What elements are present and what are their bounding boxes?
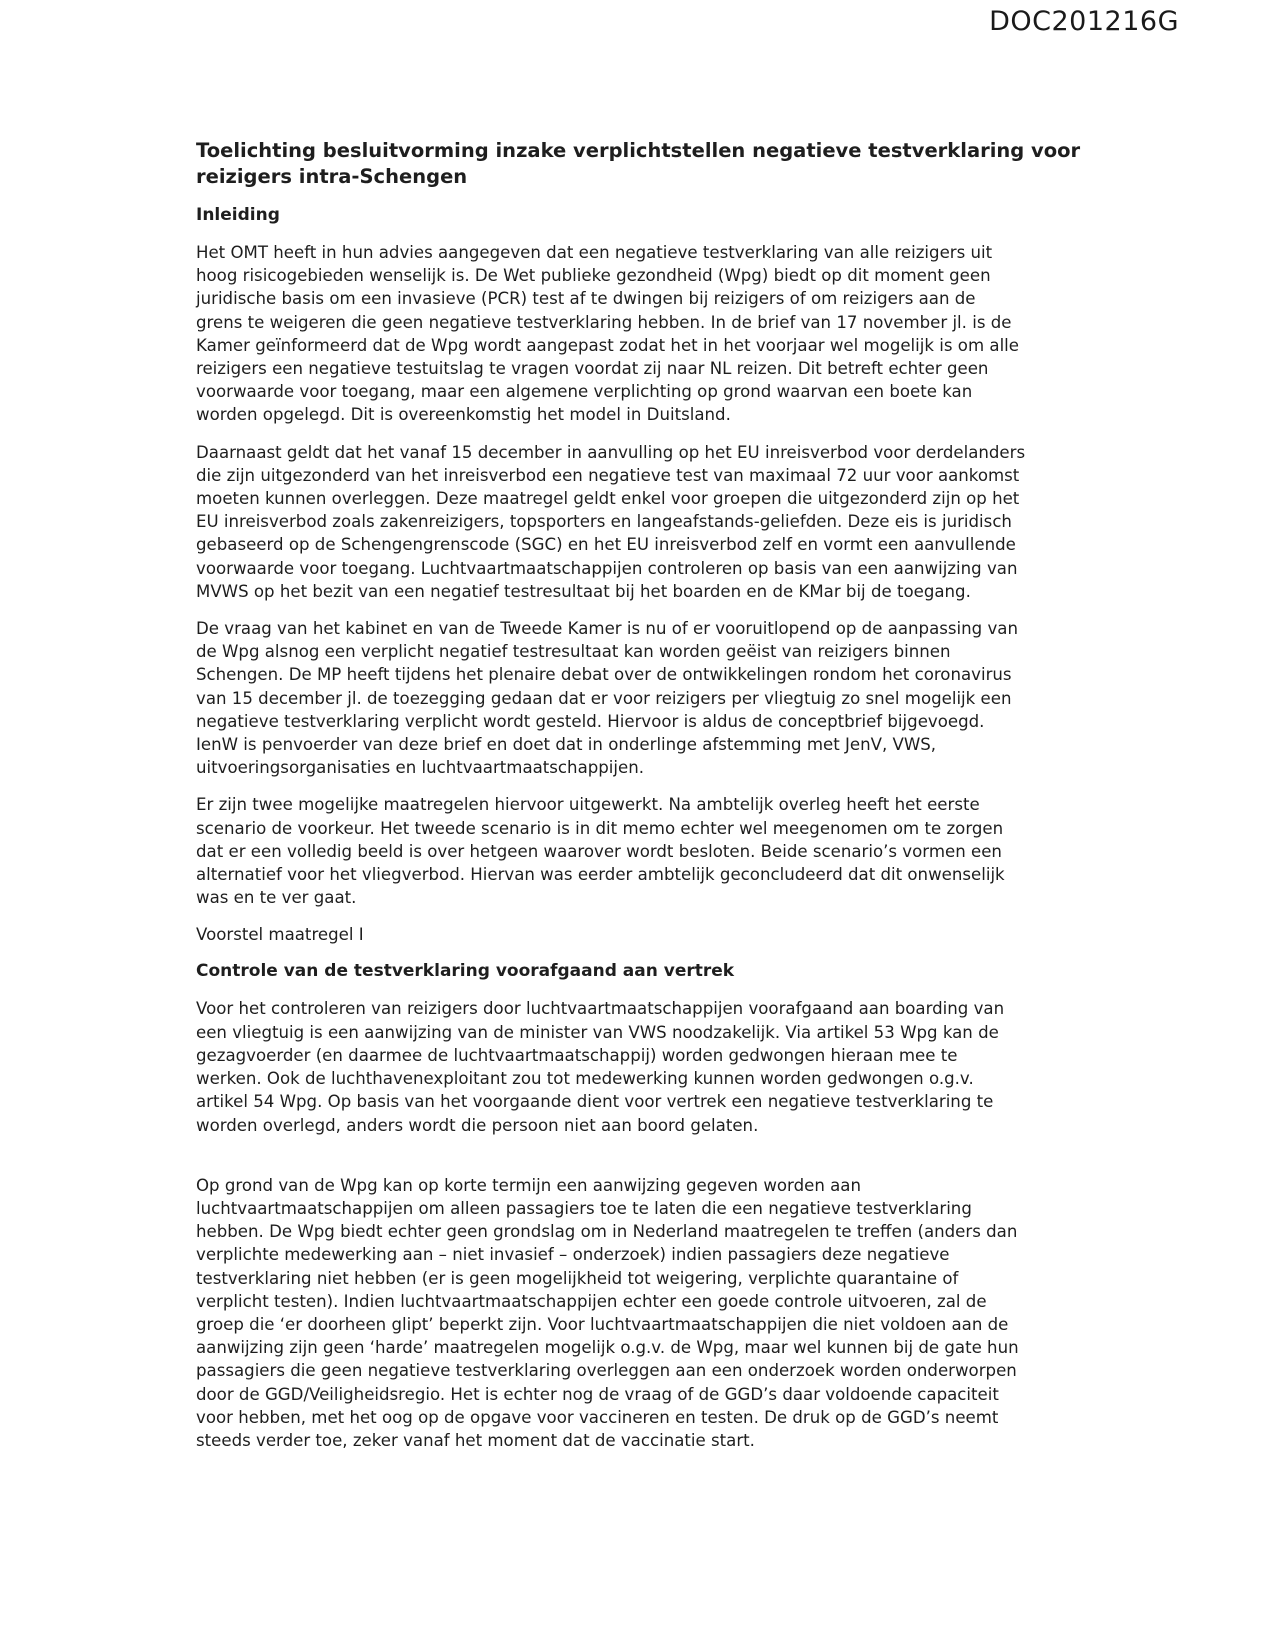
paragraph-4: Er zijn twee mogelijke maatregelen hiervoor uitgewerkt. Na ambtelijk overleg heeft het eerste scenario de voorkeur. Het tweede scenario is in dit memo echter wel meegenomen om te zorgen dat er een volledig beeld is over hetgeen waarover wordt besloten. Beide scenario’s vormen een alternatief voor het vliegverbod. Hiervan was eerder ambtelijk geconcludeerd dat dit onwenselijk was en te ver gaat. [196, 795, 1005, 908]
document-id: DOC201216G [989, 6, 1179, 37]
paragraph-2: Daarnaast geldt dat het vanaf 15 december in aanvulling op het EU inreisverbod voor derdelanders die zijn uitgezonderd van het inreisverbod een negatieve test van maximaal 72 uur voor aankomst moeten kunnen overleggen. Deze maatregel geldt enkel voor groepen die uitgezonderd zijn op het EU inreisverbod zoals zakenreizigers, topsporters en langeafstands-geliefden. Deze eis is juridisch gebaseerd op de Schengengrenscode (SGC) en het EU inreisverbod zelf en vormt een aanvullende voorwaarde voor toegang. Luchtvaartmaatschappijen controleren op basis van een aanwijzing van MVWS op het bezit van een negatief testresultaat bij het boarden en de KMar bij de toegang. [196, 442, 1026, 601]
proposal-label: Voorstel maatregel I [196, 925, 364, 945]
control-heading: Controle van de testverklaring voorafgaand aan vertrek [196, 961, 735, 982]
paragraph-6: Op grond van de Wpg kan op korte termijn een aanwijzing gegeven worden aan luchtvaartmaatschappijen om alleen passagiers toe te laten die een negatieve testverklaring hebben. De Wpg biedt echter geen grondslag om in Nederland maatregelen te treffen (anders dan verplichte medewerking aan – niet invasief – onderzoek) indien passagiers deze negatieve testverklaring niet hebben (er is geen mogelijkheid tot weigering, verplichte quarantaine of verplicht testen). Indien luchtvaartmaatschappijen echter een goede controle uitvoeren, zal de groep die ‘er doorheen glipt’ beperkt zijn. Voor luchtvaartmaatschappijen die niet voldoen aan de aanwijzing zijn geen ‘harde’ maatregelen mogelijk o.g.v. de Wpg, maar wel kunnen bij de gate hun passagiers die geen negatieve testverklaring overleggen aan een onderzoek worden onderworpen door de GGD/Veiligheidsregio. Het is echter nog de vraag of de GGD’s daar voldoende capaciteit voor hebben, met het oog op de opgave voor vaccineren en testen. De druk op de GGD’s neemt steeds verder toe, zeker vanaf het moment dat de vaccinatie start. [196, 1175, 1019, 1450]
intro-heading: Inleiding [196, 205, 280, 225]
paragraph-5: Voor het controleren van reizigers door luchtvaartmaatschappijen voorafgaand aan boarding van een vliegtuig is een aanwijzing van de minister van VWS noodzakelijk. Via artikel 53 Wpg kan de gezagvoerder (en daarmee de luchtvaartmaatschappij) worden gedwongen hieraan mee te werken. Ook de luchthavenexploitant zou tot medewerking kunnen worden gedwongen o.g.v. artikel 54 Wpg. Op basis van het voorgaande dient voor vertrek een negatieve testverklaring te worden overlegd, anders wordt die persoon niet aan boord gelaten. [196, 999, 1005, 1135]
paragraph-1: Het OMT heeft in hun advies aangegeven dat een negatieve testverklaring van alle reizigers uit hoog risicogebieden wenselijk is. De Wet publieke gezondheid (Wpg) biedt op dit moment geen juridische basis om een invasieve (PCR) test af te dwingen bij reizigers of om reizigers aan de grens te weigeren die geen negatieve testverklaring hebben. In de brief van 17 november jl. is de Kamer geïnformeerd dat de Wpg wordt aangepast zodat het in het voorjaar wel mogelijk is om alle reizigers een negatieve testuitslag te vragen voordat zij naar NL reizen. Dit betreft echter geen voorwaarde voor toegang, maar een algemene verplichting op grond waarvan een boete kan worden opgelegd. Dit is overeenkomstig het model in Duitsland. [196, 243, 1019, 425]
document-body [196, 138, 1096, 1466]
paragraph-3: De vraag van het kabinet en van de Tweede Kamer is nu of er vooruitlopend op de aanpassing van de Wpg alsnog een verplicht negatief testresultaat kan worden geëist van reizigers binnen Schengen. De MP heeft tijdens het plenaire debat over de ontwikkelingen rondom het coronavirus van 15 december jl. de toezegging gedaan dat er voor reizigers per vliegtuig zo snel mogelijk een negatieve testverklaring verplicht wordt gesteld. Hiervoor is aldus de conceptbrief bijgevoegd. IenW is penvoerder van deze brief en doet dat in onderlinge afstemming met JenV, VWS, uitvoeringsorganisaties en luchtvaartmaatschappijen. [196, 619, 1018, 778]
document-title: Toelichting besluitvorming inzake verplichtstellen negatieve testverklaring voor reizigers intra-Schengen [196, 139, 1081, 188]
